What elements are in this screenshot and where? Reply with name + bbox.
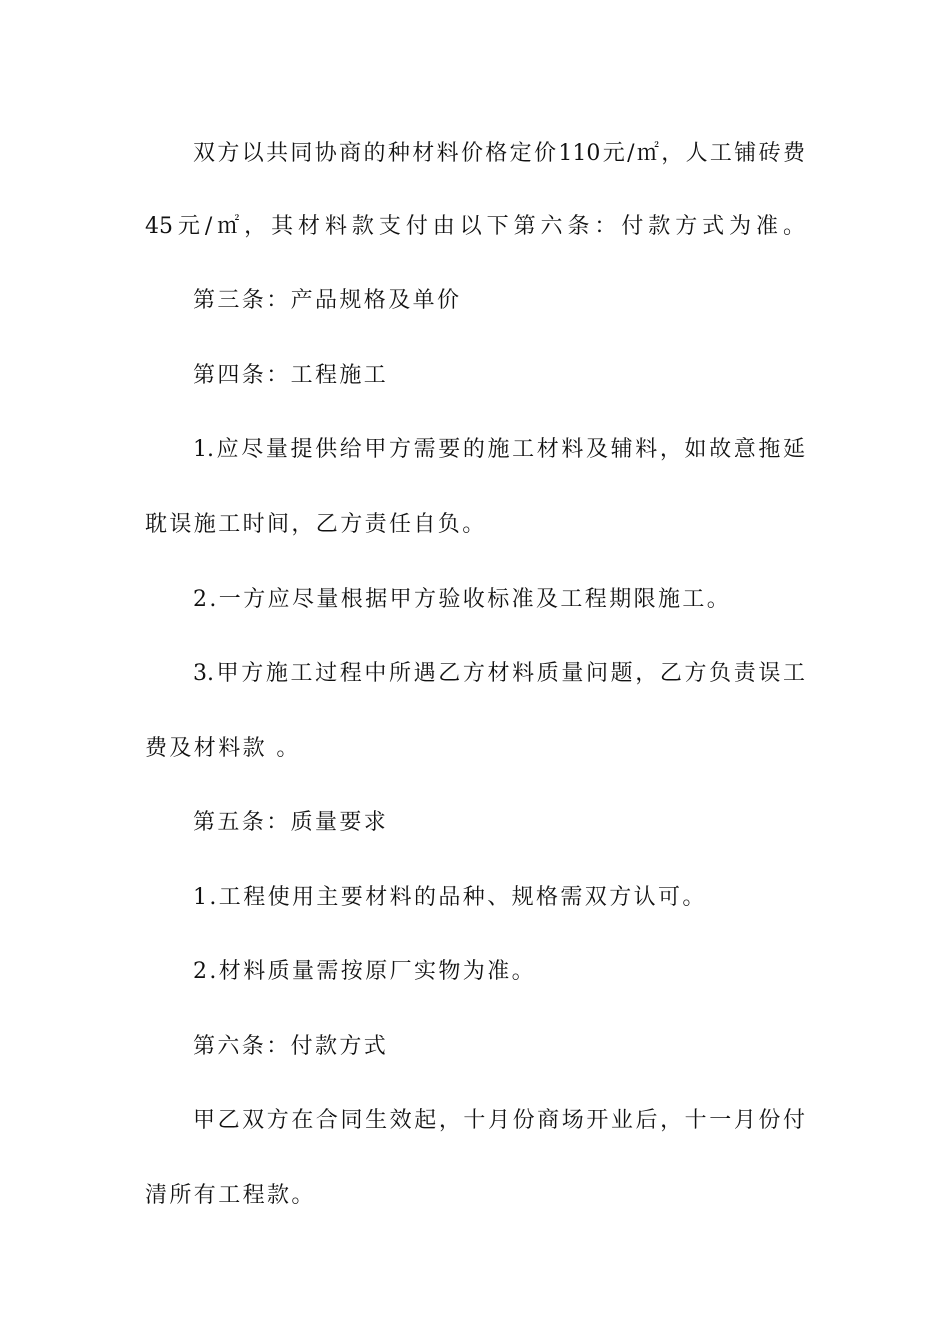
article-5-item-1: 1.工程使用主要材料的品种、规格需双方认可。 (193, 885, 707, 910)
article-4-item-2: 2.一方应尽量根据甲方验收标准及工程期限施工。 (193, 587, 732, 612)
article-5-item-2: 2.材料质量需按原厂实物为准。 (193, 959, 536, 984)
paragraph-price-line-2: 45元/㎡，其材料款支付由以下第六条：付款方式为准。 (145, 214, 805, 239)
paragraph-price-line-1: 双方以共同协商的种材料价格定价110元/㎡，人工铺砖费 (193, 141, 805, 166)
article-5-heading: 第五条：质量要求 (193, 810, 389, 835)
article-4-item-3-line-1: 3.甲方施工过程中所遇乙方材料质量问题，乙方负责误工 (193, 661, 805, 686)
article-6-heading: 第六条：付款方式 (193, 1034, 389, 1059)
payment-paragraph-line-2: 清所有工程款。 (145, 1183, 316, 1208)
article-4-item-3-line-2: 费及材料款 。 (145, 736, 301, 761)
article-4-heading: 第四条：工程施工 (193, 363, 389, 388)
article-4-item-1-line-2: 耽误施工时间，乙方责任自负。 (145, 512, 487, 537)
payment-paragraph-line-1: 甲乙双方在合同生效起，十月份商场开业后，十一月份付 (193, 1108, 805, 1133)
article-3-heading: 第三条：产品规格及单价 (193, 288, 462, 313)
article-4-item-1-line-1: 1.应尽量提供给甲方需要的施工材料及辅料，如故意拖延 (193, 437, 805, 462)
